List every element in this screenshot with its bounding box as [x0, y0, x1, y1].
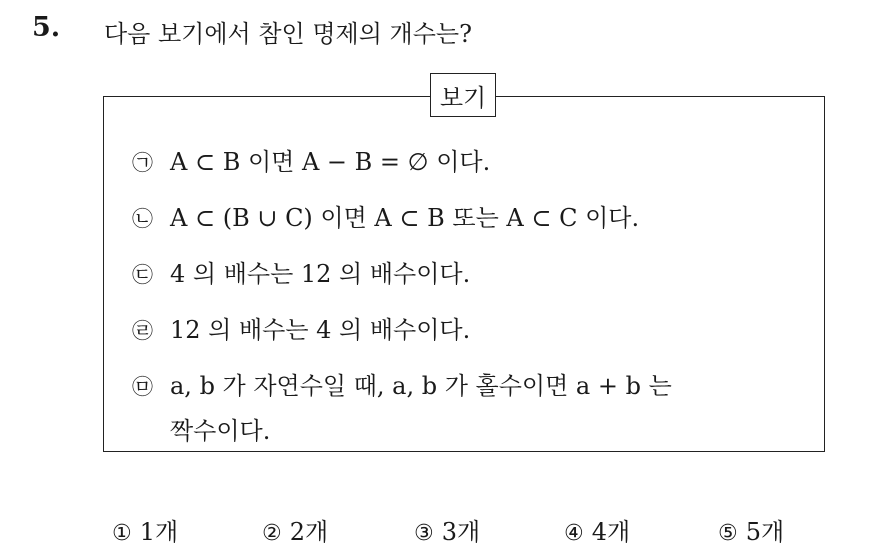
- question-text: 다음 보기에서 참인 명제의 개수는?: [104, 20, 472, 48]
- choice-marker: ③: [414, 521, 434, 546]
- statement-item: [132, 252, 470, 297]
- choice-text: 2개: [289, 518, 329, 546]
- choice-1[interactable]: [112, 512, 178, 547]
- statement-marker: ㉣: [132, 319, 153, 343]
- choice-2[interactable]: [262, 512, 328, 547]
- choice-marker: ④: [564, 521, 584, 546]
- statement-continuation: 짝수이다.: [170, 417, 271, 445]
- choice-text: 1개: [139, 518, 179, 546]
- question-number: 5.: [32, 12, 61, 43]
- choice-text: 5개: [745, 518, 785, 546]
- statement-marker: ㉢: [132, 263, 153, 287]
- statement-marker: ㉤: [132, 375, 153, 399]
- statement-marker: ㉠: [132, 151, 153, 175]
- example-box-label: 보기: [430, 73, 496, 117]
- choice-text: 3개: [441, 518, 481, 546]
- statement-text: A ⊂ B 이면 A − B = ∅ 이다.: [170, 148, 491, 176]
- choice-marker: ①: [112, 521, 132, 546]
- choice-5[interactable]: [718, 512, 784, 547]
- statement-item: [132, 364, 732, 453]
- statement-text: A ⊂ (B ∪ C) 이면 A ⊂ B 또는 A ⊂ C 이다.: [170, 204, 640, 232]
- answer-choices: [112, 512, 832, 546]
- statement-marker: ㉡: [132, 207, 153, 231]
- statement-text: a, b 가 자연수일 때, a, b 가 홀수이면 a + b 는: [170, 372, 672, 400]
- choice-marker: ⑤: [718, 521, 738, 546]
- choice-3[interactable]: [414, 512, 480, 547]
- statement-item: [132, 196, 639, 241]
- statement-item: [132, 140, 490, 185]
- choice-4[interactable]: [564, 512, 630, 547]
- choice-text: 4개: [591, 518, 631, 546]
- statement-text: 12 의 배수는 4 의 배수이다.: [170, 316, 471, 344]
- statement-item: [132, 308, 470, 353]
- statement-text: 4 의 배수는 12 의 배수이다.: [170, 260, 471, 288]
- choice-marker: ②: [262, 521, 282, 546]
